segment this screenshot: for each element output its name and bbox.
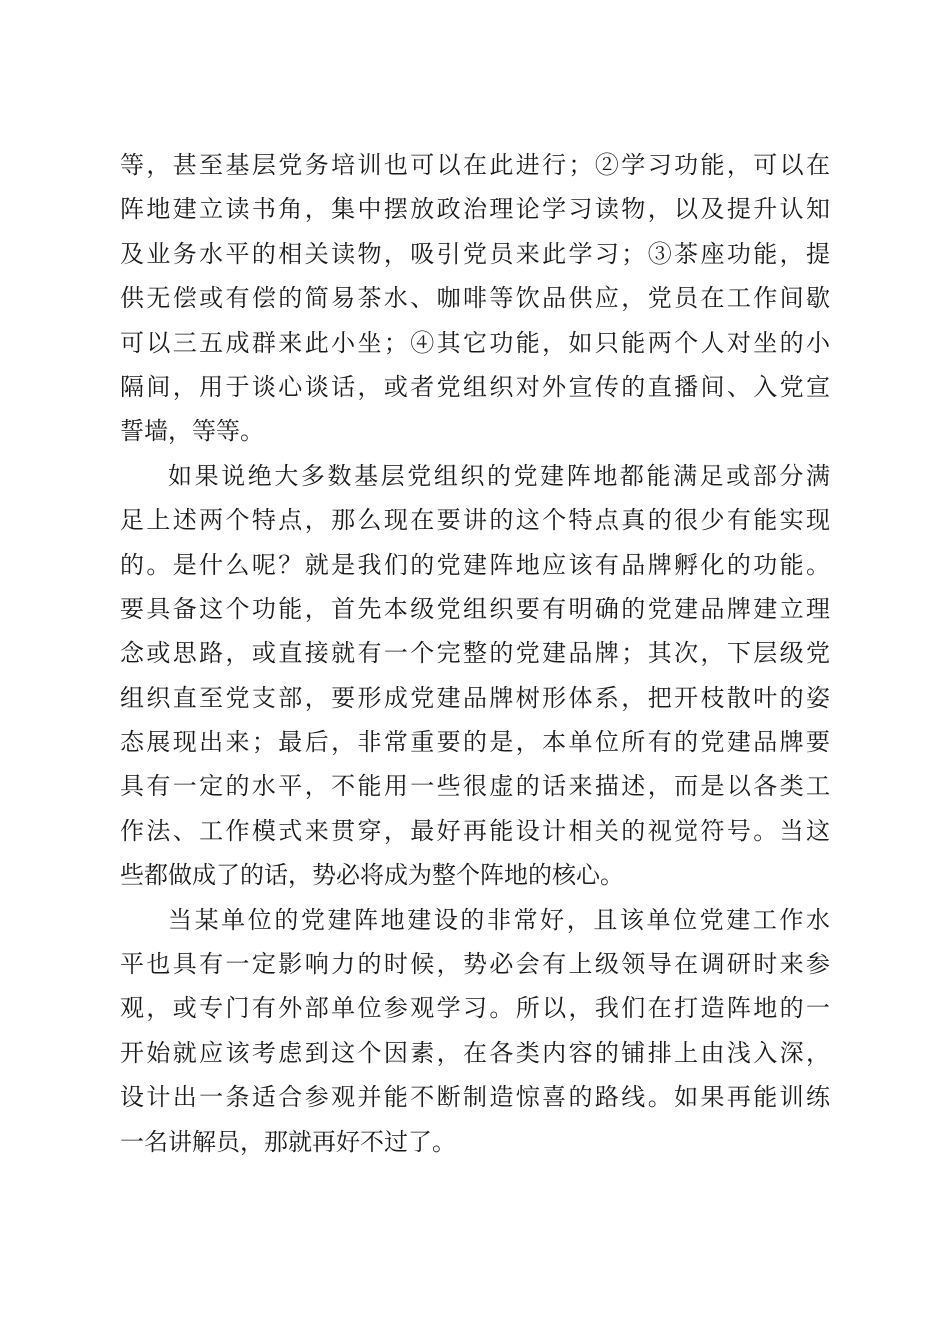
text-line: 隔间，用于谈心谈话，或者党组织对外宣传的直播间、入党宣 [120, 372, 830, 401]
text-line: 念或思路，或直接就有一个完整的党建品牌；其次，下层级党 [120, 639, 830, 668]
text-line: 阵地建立读书角，集中摆放政治理论学习读物，以及提升认知 [120, 195, 830, 224]
text-line: 的。是什么呢？就是我们的党建阵地应该有品牌孵化的功能。 [120, 550, 830, 579]
paragraph-2 [120, 454, 830, 898]
paragraph-1 [120, 143, 830, 454]
text-line: 供无偿或有偿的简易茶水、咖啡等饮品供应，党员在工作间歇 [120, 284, 830, 313]
text-line: 平也具有一定影响力的时候，势必会有上级领导在调研时来参 [120, 950, 830, 979]
text-line: 要具备这个功能，首先本级党组织要有明确的党建品牌建立理 [120, 594, 830, 623]
text-line: 誓墙，等等。 [120, 417, 264, 446]
text-line: 些都做成了的话，势必将成为整个阵地的核心。 [120, 861, 624, 890]
text-line: 态展现出来；最后，非常重要的是，本单位所有的党建品牌要 [120, 728, 830, 757]
document-body [120, 143, 830, 1164]
text-line: 一名讲解员，那就再好不过了。 [120, 1127, 456, 1156]
text-line: 作法、工作模式来贯穿，最好再能设计相关的视觉符号。当这 [120, 816, 830, 845]
text-line: 组织直至党支部，要形成党建品牌树形体系，把开枝散叶的姿 [120, 683, 830, 712]
text-line: 具有一定的水平，不能用一些很虚的话来描述，而是以各类工 [120, 772, 830, 801]
text-line: 足上述两个特点，那么现在要讲的这个特点真的很少有能实现 [120, 506, 830, 535]
text-line: 可以三五成群来此小坐；④其它功能，如只能两个人对坐的小 [120, 328, 830, 357]
text-line: 开始就应该考虑到这个因素，在各类内容的铺排上由浅入深， [120, 1038, 830, 1067]
text-line: 观，或专门有外部单位参观学习。所以，我们在打造阵地的一 [120, 994, 830, 1023]
text-line: 及业务水平的相关读物，吸引党员来此学习；③茶座功能，提 [120, 239, 830, 268]
text-line: 设计出一条适合参观并能不断制造惊喜的路线。如果再能训练 [120, 1083, 830, 1112]
text-line: 当某单位的党建阵地建设的非常好，且该单位党建工作水 [168, 905, 830, 934]
paragraph-3 [120, 898, 830, 1164]
text-line: 等，甚至基层党务培训也可以在此进行；②学习功能，可以在 [120, 151, 830, 179]
text-line: 如果说绝大多数基层党组织的党建阵地都能满足或部分满 [168, 461, 830, 490]
